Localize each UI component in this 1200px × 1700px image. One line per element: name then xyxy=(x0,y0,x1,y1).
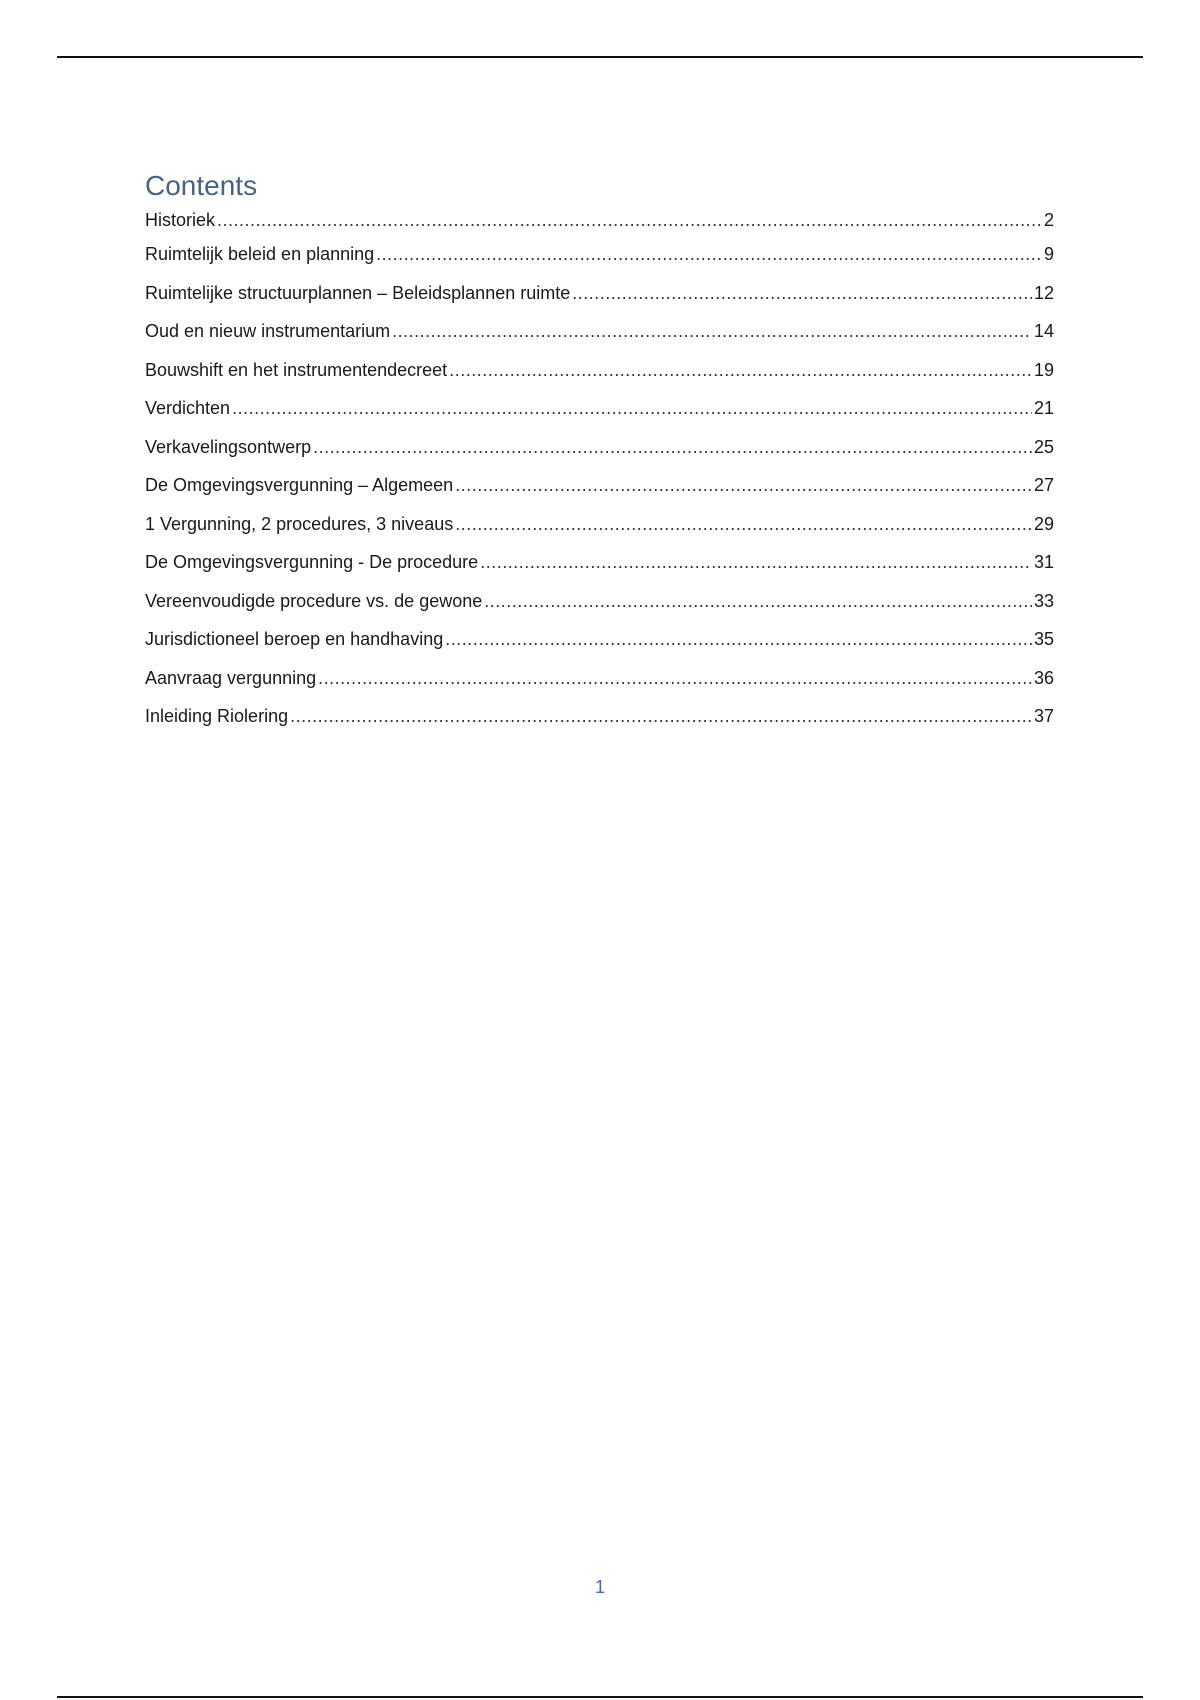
toc-entry[interactable] xyxy=(145,360,1054,399)
toc-entry-title: Bouwshift en het instrumentendecreet xyxy=(145,359,448,380)
toc-entry-page: 35 xyxy=(1033,629,1054,649)
dot-leader xyxy=(217,210,1042,231)
toc-entry[interactable] xyxy=(145,706,1054,745)
toc-entry[interactable] xyxy=(145,514,1054,553)
dot-leader xyxy=(232,398,1032,419)
toc-entry-page: 27 xyxy=(1033,475,1054,495)
toc-entry[interactable] xyxy=(145,437,1054,476)
toc-entry[interactable] xyxy=(145,591,1054,630)
toc-entry[interactable] xyxy=(145,210,1054,244)
toc-entry-title: Aanvraag vergunning xyxy=(145,667,317,688)
toc-entry-page: 25 xyxy=(1033,436,1054,457)
toc-entry[interactable] xyxy=(145,475,1054,514)
table-of-contents xyxy=(145,168,1054,745)
toc-entry-page: 36 xyxy=(1033,667,1054,688)
toc-entry-page: 19 xyxy=(1033,359,1054,380)
footer-rule xyxy=(57,1696,1143,1698)
toc-entry-title: Ruimtelijke structuurplannen – Beleidsplannen ruimte xyxy=(145,282,571,303)
toc-entry-title: Verdichten xyxy=(145,398,231,418)
dot-leader xyxy=(313,437,1032,458)
toc-entry[interactable] xyxy=(145,629,1054,668)
dot-leader xyxy=(455,475,1032,496)
toc-entry-title: Jurisdictioneel beroep en handhaving xyxy=(145,629,444,649)
dot-leader xyxy=(480,552,1032,573)
toc-entry-page: 31 xyxy=(1033,552,1054,572)
page-number: 1 xyxy=(594,1577,605,1597)
toc-list xyxy=(145,210,1054,745)
toc-entry[interactable] xyxy=(145,321,1054,360)
dot-leader xyxy=(572,283,1032,304)
toc-entry[interactable] xyxy=(145,552,1054,591)
toc-entry-title: Vereenvoudigde procedure vs. de gewone xyxy=(145,590,483,611)
toc-entry-page: 29 xyxy=(1033,513,1054,534)
dot-leader xyxy=(376,244,1042,265)
toc-entry-title: 1 Vergunning, 2 procedures, 3 niveaus xyxy=(145,513,454,534)
toc-entry-page: 37 xyxy=(1033,706,1054,726)
toc-heading: Contents xyxy=(145,170,258,201)
dot-leader xyxy=(290,706,1032,727)
toc-entry-page: 21 xyxy=(1033,398,1054,418)
toc-entry-title: Oud en nieuw instrumentarium xyxy=(145,321,391,341)
dot-leader xyxy=(392,321,1032,342)
toc-entry[interactable] xyxy=(145,283,1054,322)
dot-leader xyxy=(455,514,1032,535)
toc-entry-title: De Omgevingsvergunning – Algemeen xyxy=(145,475,454,495)
toc-entry-page: 2 xyxy=(1043,210,1054,230)
toc-entry-page: 14 xyxy=(1033,321,1054,341)
toc-entry[interactable] xyxy=(145,668,1054,707)
toc-entry-title: Ruimtelijk beleid en planning xyxy=(145,244,375,264)
dot-leader xyxy=(318,668,1032,689)
dot-leader xyxy=(484,591,1032,612)
toc-entry-title: Inleiding Riolering xyxy=(145,706,289,726)
toc-entry[interactable] xyxy=(145,398,1054,437)
toc-entry[interactable] xyxy=(145,244,1054,283)
header-rule xyxy=(57,56,1143,58)
dot-leader xyxy=(449,360,1032,381)
toc-entry-title: Verkavelingsontwerp xyxy=(145,436,312,457)
toc-entry-page: 12 xyxy=(1033,282,1054,303)
toc-entry-page: 9 xyxy=(1043,244,1054,264)
dot-leader xyxy=(445,629,1032,650)
toc-entry-title: Historiek xyxy=(145,210,216,230)
toc-entry-title: De Omgevingsvergunning - De procedure xyxy=(145,552,479,572)
toc-entry-page: 33 xyxy=(1033,590,1054,611)
